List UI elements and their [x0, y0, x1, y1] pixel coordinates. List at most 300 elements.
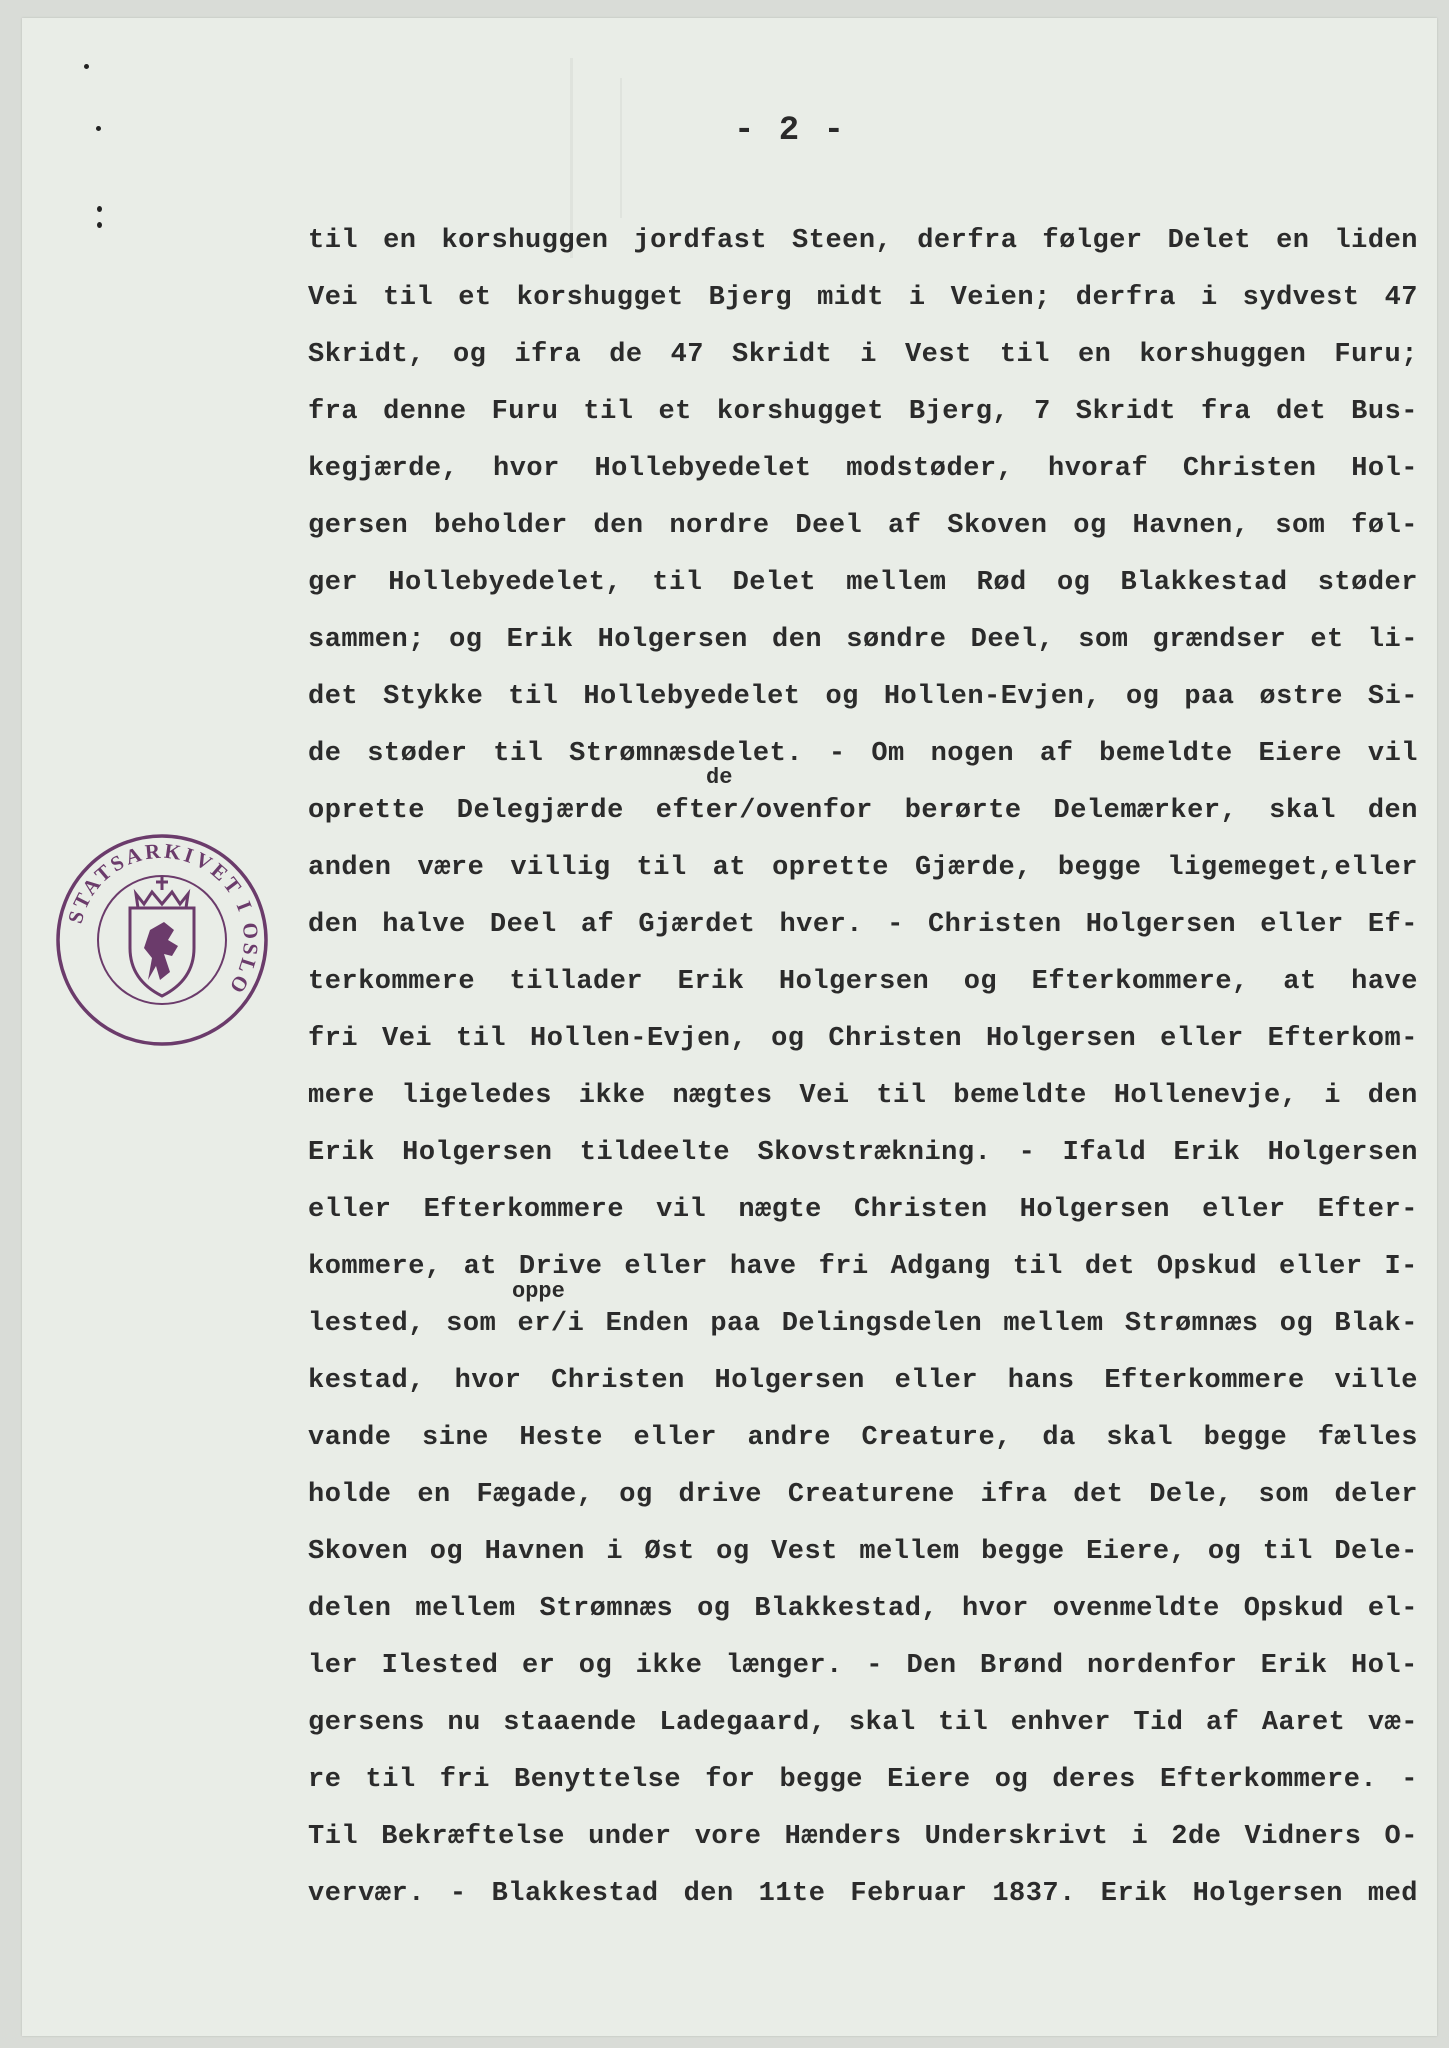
word: til [636, 853, 687, 883]
word: og [963, 967, 998, 997]
word: det [1073, 1480, 1124, 1510]
word: Holgersen [1267, 1138, 1418, 1168]
word: have [1351, 967, 1418, 997]
stamp-ring-text: STATSARKIVET I OSLO [62, 838, 264, 1000]
word: hvor [962, 1594, 1029, 1624]
word: af [888, 511, 922, 541]
word: af [580, 910, 615, 940]
word: villig [510, 853, 611, 883]
word: Bus- [1351, 397, 1418, 427]
word: eller [1260, 910, 1344, 940]
word: 1837. [992, 1879, 1076, 1909]
word: Holgersen [1192, 1879, 1343, 1909]
word: vil [1367, 739, 1418, 769]
word: Vest [771, 1537, 838, 1567]
word: som [1275, 511, 1326, 541]
word: til [876, 1081, 927, 1111]
word: ligemeget,eller [1167, 853, 1418, 883]
word: et [1310, 625, 1344, 655]
word: Benyttelse [514, 1765, 682, 1795]
word: og [1279, 1309, 1314, 1339]
word: Vei [382, 1024, 433, 1054]
word: Erik [677, 967, 745, 997]
word: til [938, 1708, 989, 1738]
word: Christen [1182, 454, 1317, 484]
word: eller [308, 1195, 392, 1225]
word: og [1125, 682, 1160, 712]
word: det [1276, 397, 1327, 427]
word: begge [1057, 853, 1142, 883]
word: ikke [635, 1651, 703, 1681]
word: ikke [578, 1081, 646, 1111]
paper-crease [620, 78, 622, 218]
word: nordre [669, 511, 770, 541]
word: 47 [1384, 283, 1418, 313]
word: Drive [518, 1252, 603, 1282]
word: korshuggen [441, 226, 609, 256]
word: gersen [308, 511, 409, 541]
word: fælles [1317, 1423, 1418, 1453]
word: en [1077, 340, 1112, 370]
word: paa [710, 1309, 761, 1339]
text-line [308, 840, 1418, 897]
word: grændser [1152, 625, 1287, 655]
word: Hollebyedelet [594, 454, 812, 484]
word: Vei [308, 283, 359, 313]
word: have [729, 1252, 797, 1282]
word: - [1401, 1765, 1418, 1795]
word: Eiere [887, 1765, 971, 1795]
text-line [308, 1581, 1418, 1638]
word: Si- [1367, 682, 1418, 712]
word: Deel [795, 511, 863, 541]
word: staaende [503, 1708, 637, 1738]
word: Til [308, 1822, 359, 1852]
word: af [1205, 1708, 1240, 1738]
word: Delingsdelen [781, 1309, 983, 1339]
word: Enden [605, 1309, 690, 1339]
word: er [521, 1651, 556, 1681]
word: re [308, 1765, 342, 1795]
word: og [1056, 568, 1091, 598]
punch-mark [97, 222, 102, 228]
word: og [697, 1594, 731, 1624]
word: østre [1259, 682, 1343, 712]
text-line [308, 1125, 1418, 1182]
word: ger [308, 568, 359, 598]
word: Skridt [1075, 397, 1176, 427]
word: mere [308, 1081, 375, 1111]
word: søndre [846, 625, 947, 655]
word: bemeldte [953, 1081, 1087, 1111]
punch-mark [97, 206, 102, 212]
word: med [1367, 1879, 1418, 1909]
word: Holgersen [778, 967, 930, 997]
word: Hollen-Evjen, [530, 1024, 748, 1054]
text-line [308, 213, 1418, 270]
word: eller [894, 1366, 979, 1396]
word: Brønd [980, 1651, 1064, 1681]
word: vande [308, 1423, 392, 1453]
word: enhver [1010, 1708, 1111, 1738]
word: tillader [509, 967, 644, 997]
word: Holgersen [985, 1024, 1137, 1054]
word: tildeelte [579, 1138, 731, 1168]
word: halve [382, 910, 466, 940]
word: Gjærde, [914, 853, 1032, 883]
word: eller [624, 1252, 708, 1282]
word: følger [1042, 226, 1143, 256]
word: oprette [772, 853, 889, 883]
word: i [908, 283, 926, 313]
word: eller [1279, 1252, 1363, 1282]
word: i [1324, 1081, 1341, 1111]
word: Skoven [947, 511, 1048, 541]
word: holde [308, 1480, 392, 1510]
word: drive [678, 1480, 763, 1510]
word: Hollebyedelet, [388, 568, 623, 598]
word: vervær. [308, 1879, 425, 1909]
word: Erik [308, 1138, 375, 1168]
word: deres [1052, 1765, 1136, 1795]
word: Havnen [484, 1537, 585, 1567]
text-line [308, 327, 1418, 384]
word: Aaret [1261, 1708, 1346, 1738]
word: Bjerg, [908, 397, 1010, 427]
word: den [772, 625, 823, 655]
word: Skridt [732, 340, 833, 370]
word: vil [656, 1195, 707, 1225]
word: Holgersen [1019, 1195, 1170, 1225]
word: fra [1200, 397, 1252, 427]
word: og [449, 625, 483, 655]
word: en [1276, 226, 1310, 256]
word: Holgersen [1085, 910, 1237, 940]
text-line [308, 1011, 1418, 1068]
word: Eiere [1258, 739, 1343, 769]
word: til [493, 739, 544, 769]
word: til [1262, 1537, 1313, 1567]
word: sammen; [308, 625, 425, 655]
word: sine [422, 1423, 489, 1453]
word: Erik [1260, 1651, 1328, 1681]
word: den [1367, 1081, 1418, 1111]
word: Strømnæs [1124, 1309, 1259, 1339]
word: Creaturene [787, 1480, 955, 1510]
word: liden [1334, 226, 1418, 256]
word: hvor [493, 454, 560, 484]
word: skal [848, 1708, 916, 1738]
word: vore [694, 1822, 762, 1852]
word: kegjærde, [308, 454, 459, 484]
word: eller [1202, 1195, 1286, 1225]
word: den [593, 511, 644, 541]
word: fri [308, 1024, 359, 1054]
word: deler [1334, 1480, 1418, 1510]
word: Heste [519, 1423, 603, 1453]
word: Deel [489, 910, 557, 940]
word: Efterkommere, [1031, 967, 1249, 997]
word: Deel, [970, 625, 1055, 655]
word: 2de [1171, 1822, 1222, 1852]
text-line [308, 954, 1418, 1011]
word: Delemærker, [1053, 796, 1238, 826]
word: Skovstrækning. [757, 1138, 992, 1168]
word: væ- [1367, 1708, 1418, 1738]
word: at [712, 853, 747, 883]
word: Holgersen [402, 1138, 553, 1168]
word: Blakkestad [491, 1879, 659, 1909]
text-line [308, 1068, 1418, 1125]
word: Vidners [1244, 1822, 1362, 1852]
word: og [771, 1024, 805, 1054]
word: mellem [846, 568, 947, 598]
word: Underskrivt [924, 1822, 1109, 1852]
word: lested, [308, 1309, 425, 1339]
word: beholder [434, 511, 568, 541]
word: fri [439, 1765, 490, 1795]
word: og [578, 1651, 613, 1681]
word: li- [1367, 625, 1418, 655]
word: derfra [917, 226, 1018, 256]
word: korshugget [516, 283, 684, 313]
word: i [860, 340, 877, 370]
word: til [365, 1765, 416, 1795]
word: som [1258, 1480, 1309, 1510]
word: Ilested [381, 1651, 499, 1681]
word: til [652, 568, 703, 598]
word: for [705, 1765, 756, 1795]
word: ifra [514, 340, 582, 370]
word: Skridt, [308, 340, 425, 370]
word: den [308, 910, 359, 940]
word: Blakkestad, [754, 1594, 939, 1624]
word: Efterkom- [1267, 1024, 1418, 1054]
page-number: - 2 - [733, 112, 847, 150]
word: et [458, 283, 492, 313]
word: Øst [644, 1537, 695, 1567]
word: Dele- [1334, 1537, 1418, 1567]
text-line [308, 1467, 1418, 1524]
word: Efterkommere [423, 1195, 625, 1225]
word: længer. [725, 1651, 843, 1681]
word: Bekræftelse [381, 1822, 565, 1852]
word: kommere, [308, 1252, 442, 1282]
word: skal [1269, 796, 1336, 826]
word: Om [871, 739, 905, 769]
word: skal [1106, 1423, 1174, 1453]
word: bemeldte [1099, 739, 1233, 769]
word: det [308, 682, 359, 712]
word: andre [747, 1423, 831, 1453]
word: jordfast [633, 226, 768, 256]
word: Opskud [1243, 1594, 1344, 1624]
word: at [463, 1252, 497, 1282]
punch-mark [96, 126, 101, 131]
word: i [606, 1537, 624, 1567]
word: og [825, 682, 859, 712]
word: af [1039, 739, 1074, 769]
word: ville [1334, 1366, 1418, 1396]
word: mellem [415, 1594, 516, 1624]
word: - [887, 910, 904, 940]
word: eller [633, 1423, 717, 1453]
word: de [609, 340, 643, 370]
word: I- [1384, 1252, 1418, 1282]
word: Delegjærde [456, 796, 624, 826]
word: terkommere [308, 967, 476, 997]
word: begge [981, 1537, 1065, 1567]
word: O- [1384, 1822, 1418, 1852]
word: Veien; [950, 283, 1051, 313]
word: ligeledes [401, 1081, 552, 1111]
text-line [308, 1182, 1418, 1239]
word: Skoven [308, 1537, 409, 1567]
word: Steen, [792, 226, 893, 256]
text-line [308, 1809, 1418, 1866]
word: 11te [758, 1879, 826, 1909]
word: nu [447, 1708, 481, 1738]
word: oprette [308, 796, 425, 826]
word: Efterkommere [1104, 1366, 1305, 1396]
word: gersens [308, 1708, 425, 1738]
word: at [1283, 967, 1317, 997]
word: nægte [738, 1195, 822, 1225]
word: Erik [1173, 1138, 1241, 1168]
text-line [308, 384, 1418, 441]
word: 47 [670, 340, 705, 370]
word: Christen [551, 1366, 685, 1396]
word: nægtes [672, 1081, 773, 1111]
word: Den [906, 1651, 957, 1681]
word: nogen [930, 739, 1015, 769]
word: Blak- [1334, 1309, 1418, 1339]
word: derfra [1075, 283, 1176, 313]
word: mellem [859, 1537, 960, 1567]
word: Hænders [784, 1822, 902, 1852]
word: den [683, 1879, 734, 1909]
word: og [716, 1537, 750, 1567]
word: Hollen-Evjen, [883, 682, 1101, 712]
word: og [994, 1765, 1029, 1795]
word: korshuggen [1139, 340, 1307, 370]
word: Christen [927, 910, 1062, 940]
document-body [308, 213, 1418, 1923]
word: Efterkommere. [1159, 1765, 1378, 1795]
word: Gjærdet [638, 910, 756, 940]
word: Bjerg [708, 283, 793, 313]
word: efter/ovenfor [655, 796, 873, 826]
punch-mark [84, 64, 89, 69]
word: da [1042, 1423, 1076, 1453]
text-line [308, 1410, 1418, 1467]
word: og [1073, 511, 1107, 541]
word: Havnen, [1132, 511, 1250, 541]
word: til [999, 340, 1050, 370]
text-line [308, 669, 1418, 726]
word: - [828, 739, 846, 769]
word: er/i [517, 1309, 585, 1339]
word: modstøder, [846, 454, 1014, 484]
text-line [308, 783, 1418, 840]
word: - [1018, 1138, 1036, 1168]
word: den [1367, 796, 1418, 826]
word: fri [818, 1252, 869, 1282]
word: Hol- [1351, 454, 1418, 484]
text-line [308, 1866, 1418, 1923]
word: anden [308, 853, 392, 883]
word: og [1207, 1537, 1242, 1567]
word: Blakkestad [1120, 568, 1288, 598]
word: eller [1160, 1024, 1244, 1054]
word: i [1131, 1822, 1149, 1852]
word: under [588, 1822, 672, 1852]
word: de [308, 739, 342, 769]
word: 7 [1034, 397, 1051, 427]
word: en [383, 226, 417, 256]
text-line [308, 1638, 1418, 1695]
word: støder [1317, 568, 1418, 598]
word: Holgersen [597, 625, 748, 655]
word: og [619, 1480, 653, 1510]
word: Hollenevje, [1113, 1081, 1298, 1111]
word: Christen [828, 1024, 963, 1054]
word: Christen [853, 1195, 988, 1225]
word: ler [308, 1651, 359, 1681]
text-line [308, 1524, 1418, 1581]
text-line [308, 1695, 1418, 1752]
word: - [866, 1651, 883, 1681]
word: Februar [850, 1879, 968, 1909]
word: ovenmeldte [1052, 1594, 1220, 1624]
word: begge [779, 1765, 863, 1795]
word: til [456, 1024, 507, 1054]
text-line [308, 498, 1418, 555]
word: Creature, [861, 1423, 1012, 1453]
word: Eiere, [1086, 1537, 1187, 1567]
word: som [1078, 625, 1129, 655]
word: Strømnæs [539, 1594, 674, 1624]
word: Vest [904, 340, 972, 370]
word: som [446, 1309, 497, 1339]
word: Strømnæsdelet. [569, 739, 804, 769]
word: Ifald [1062, 1138, 1147, 1168]
text-line [308, 1752, 1418, 1809]
word: og [429, 1537, 464, 1567]
word: Opskud [1156, 1252, 1258, 1282]
word: kestad, [308, 1366, 425, 1396]
word: ifra [980, 1480, 1048, 1510]
stamp-seal-icon [52, 830, 272, 1050]
word: delen [308, 1594, 392, 1624]
word: og [452, 340, 487, 370]
word: Dele, [1149, 1480, 1233, 1510]
word: til [508, 682, 559, 712]
word: en [417, 1480, 451, 1510]
word: fra [308, 397, 359, 427]
word: til [383, 283, 434, 313]
word: Vei [799, 1081, 850, 1111]
word: el- [1367, 1594, 1418, 1624]
word: Delet [732, 568, 817, 598]
text-line [308, 441, 1418, 498]
word: til [583, 397, 634, 427]
word: til [308, 226, 359, 256]
word: Fægade, [476, 1480, 594, 1510]
word: Erik [506, 625, 574, 655]
word: begge [1203, 1423, 1288, 1453]
text-line [308, 1353, 1418, 1410]
